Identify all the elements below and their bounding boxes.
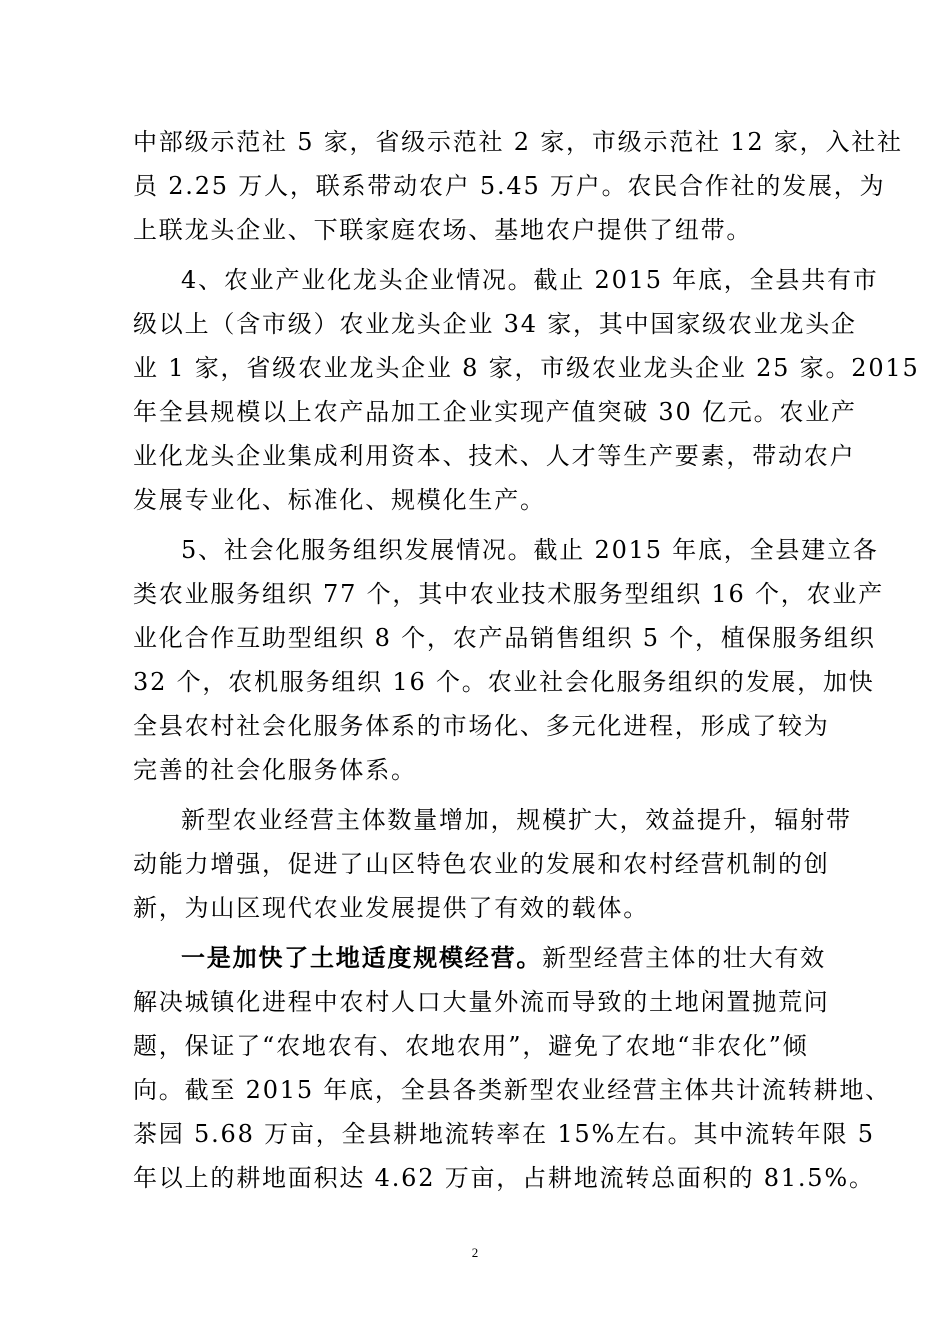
paragraph-leading-enterprises xyxy=(133,258,920,522)
text-line: 5、社会化服务组织发展情况。截止 2015 年底，全县建立各 xyxy=(181,536,879,564)
text-line: 员 2.25 万人，联系带动农户 5.45 万户。农民合作社的发展，为 xyxy=(133,172,886,200)
text-line: 32 个，农机服务组织 16 个。农业社会化服务组织的发展，加快 xyxy=(133,668,875,696)
text-line: 业 1 家，省级农业龙头企业 8 家，市级农业龙头企业 25 家。2015 xyxy=(133,354,920,382)
text-line: 业化龙头企业集成利用资本、技术、人才等生产要素，带动农户 xyxy=(133,442,856,470)
bold-heading: 一是加快了土地适度规模经营。 xyxy=(181,943,543,972)
text-line: 完善的社会化服务体系。 xyxy=(133,756,417,784)
text-run: 新型经营主体的壮大有效 xyxy=(542,944,827,972)
text-line: 发展专业化、标准化、规模化生产。 xyxy=(133,486,546,514)
text-line: 年全县规模以上农产品加工企业实现产值突破 30 亿元。农业产 xyxy=(133,398,857,426)
text-line: 年以上的耕地面积达 4.62 万亩，占耕地流转总面积的 81.5%。 xyxy=(133,1164,875,1192)
page-number: 2 xyxy=(471,1245,479,1260)
text-line: 新，为山区现代农业发展提供了有效的载体。 xyxy=(133,894,649,922)
text-line: 题，保证了“农地农有、农地农用”，避免了农地“非农化”倾 xyxy=(133,1032,809,1060)
text-line: 级以上（含市级）农业龙头企业 34 家，其中国家级农业龙头企 xyxy=(133,310,857,338)
paragraph-cooperatives xyxy=(133,120,903,252)
text-line: 茶园 5.68 万亩，全县耕地流转率在 15%左右。其中流转年限 5 xyxy=(133,1120,875,1148)
text-line: 全县农村社会化服务体系的市场化、多元化进程，形成了较为 xyxy=(133,712,830,740)
text-line: 新型农业经营主体数量增加，规模扩大，效益提升，辐射带 xyxy=(181,806,852,834)
paragraph-land-scale-operation xyxy=(133,936,891,1200)
text-line: 解决城镇化进程中农村人口大量外流而导致的土地闲置抛荒问 xyxy=(133,988,830,1016)
text-line: 类农业服务组织 77 个，其中农业技术服务型组织 16 个，农业产 xyxy=(133,580,884,608)
text-line: 动能力增强，促进了山区特色农业的发展和农村经营机制的创 xyxy=(133,850,830,878)
text-line: 业化合作互助型组织 8 个，农产品销售组织 5 个，植保服务组织 xyxy=(133,624,876,652)
text-line: 向。截至 2015 年底，全县各类新型农业经营主体共计流转耕地、 xyxy=(133,1076,891,1104)
text-line: 中部级示范社 5 家，省级示范社 2 家，市级示范社 12 家，入社社 xyxy=(133,128,903,156)
text-line xyxy=(133,936,833,980)
paragraph-summary xyxy=(133,798,852,930)
paragraph-service-organizations xyxy=(133,528,884,792)
text-line: 上联龙头企业、下联家庭农场、基地农户提供了纽带。 xyxy=(133,216,753,244)
document-body xyxy=(133,120,920,1200)
text-line: 4、农业产业化龙头企业情况。截止 2015 年底，全县共有市 xyxy=(181,266,879,294)
